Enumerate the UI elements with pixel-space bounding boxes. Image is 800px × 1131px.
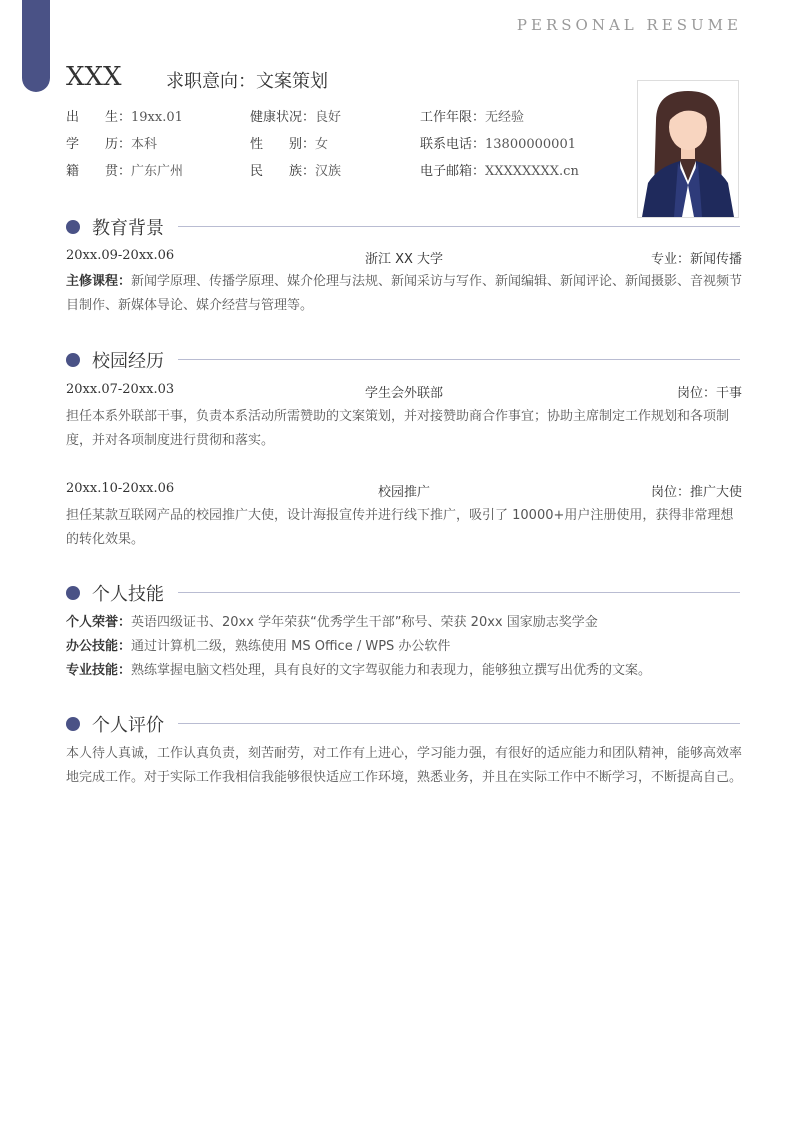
info-hometown: 籍 贯：广东广州 bbox=[66, 164, 184, 179]
bullet-dot-icon bbox=[66, 717, 80, 731]
info-gender: 性 别：女 bbox=[250, 137, 329, 152]
courses-text: 新闻学原理、传播学原理、媒介伦理与法规、新闻采访与写作、新闻编辑、新闻评论、新闻摄影、音视频节目制作、新媒体导论、媒介经营与管理等。 bbox=[66, 274, 743, 313]
campus-desc-2: 担任某款互联网产品的校园推广大使，设计海报宣传并进行线下推广，吸引了 10000+用户注册使用，获得非常理想的转化效果。 bbox=[66, 508, 734, 547]
bullet-dot-icon bbox=[66, 220, 80, 234]
bullet-dot-icon bbox=[66, 353, 80, 367]
section-title: 个人技能 bbox=[92, 584, 164, 605]
campus-desc-1: 担任本系外联部干事，负责本系活动所需赞助的文案策划，并对接赞助商合作事宜；协助主席制定工作规划和各项制度，并对各项制度进行贯彻和落实。 bbox=[66, 409, 730, 448]
campus-date: 20xx.10-20xx.06 bbox=[66, 481, 175, 496]
section-divider bbox=[178, 359, 740, 360]
campus-role: 岗位：干事 bbox=[676, 386, 742, 401]
section-skills-header bbox=[66, 580, 740, 606]
avatar-illustration bbox=[638, 81, 738, 217]
courses-label: 主修课程： bbox=[66, 274, 132, 289]
job-intent-value: 文案策划 bbox=[256, 71, 328, 92]
education-courses bbox=[66, 270, 744, 318]
info-health: 健康状况：良好 bbox=[250, 110, 342, 125]
section-evaluation-header bbox=[66, 711, 740, 737]
skill-honors: 个人荣誉：英语四级证书、20xx 学年荣获“优秀学生干部”称号、荣获 20xx 国家励志奖学金 bbox=[66, 615, 598, 630]
english-title: PERSONAL RESUME bbox=[516, 16, 742, 34]
campus-org: 学生会外联部 bbox=[364, 386, 443, 401]
section-title: 教育背景 bbox=[92, 218, 164, 239]
decorative-tab bbox=[22, 0, 50, 92]
info-email: 电子邮箱：XXXXXXXX.cn bbox=[420, 164, 579, 179]
evaluation-text: 本人待人真诚，工作认真负责，刻苦耐劳，对工作有上进心，学习能力强，有很好的适应能力和团队精神，能够高效率地完成工作。对于实际工作我相信我能够很快适应工作环境，熟悉业务，并且在实际工作中不断学习，不断提高自己。 bbox=[66, 746, 743, 785]
section-title: 校园经历 bbox=[92, 351, 164, 372]
info-birth: 出 生：19xx.01 bbox=[66, 110, 183, 125]
campus-role: 岗位：推广大使 bbox=[650, 485, 742, 500]
skill-office: 办公技能：通过计算机二级，熟练使用 MS Office / WPS 办公软件 bbox=[66, 639, 451, 654]
bullet-dot-icon bbox=[66, 586, 80, 600]
section-divider bbox=[178, 226, 740, 227]
section-title: 个人评价 bbox=[92, 715, 164, 736]
education-major: 专业：新闻传播 bbox=[650, 252, 742, 267]
education-school: 浙江 XX 大学 bbox=[364, 252, 444, 267]
section-divider bbox=[178, 723, 740, 724]
job-intent bbox=[166, 67, 328, 93]
applicant-name: XXX bbox=[66, 62, 122, 92]
info-phone: 联系电话：13800000001 bbox=[420, 137, 576, 152]
section-education-header bbox=[66, 214, 740, 240]
campus-org: 校园推广 bbox=[377, 485, 430, 500]
education-date: 20xx.09-20xx.06 bbox=[66, 248, 175, 263]
info-experience: 工作年限：无经验 bbox=[420, 110, 525, 125]
campus-date: 20xx.07-20xx.03 bbox=[66, 382, 175, 397]
skill-professional: 专业技能：熟练掌握电脑文档处理，具有良好的文字驾驭能力和表现力，能够独立撰写出优秀的文案。 bbox=[66, 663, 652, 678]
profile-photo bbox=[637, 80, 739, 218]
info-education: 学 历：本科 bbox=[66, 137, 158, 152]
info-ethnicity: 民 族：汉族 bbox=[250, 164, 342, 179]
section-divider bbox=[178, 592, 740, 593]
section-campus-header bbox=[66, 347, 740, 373]
job-intent-label: 求职意向： bbox=[166, 71, 256, 92]
